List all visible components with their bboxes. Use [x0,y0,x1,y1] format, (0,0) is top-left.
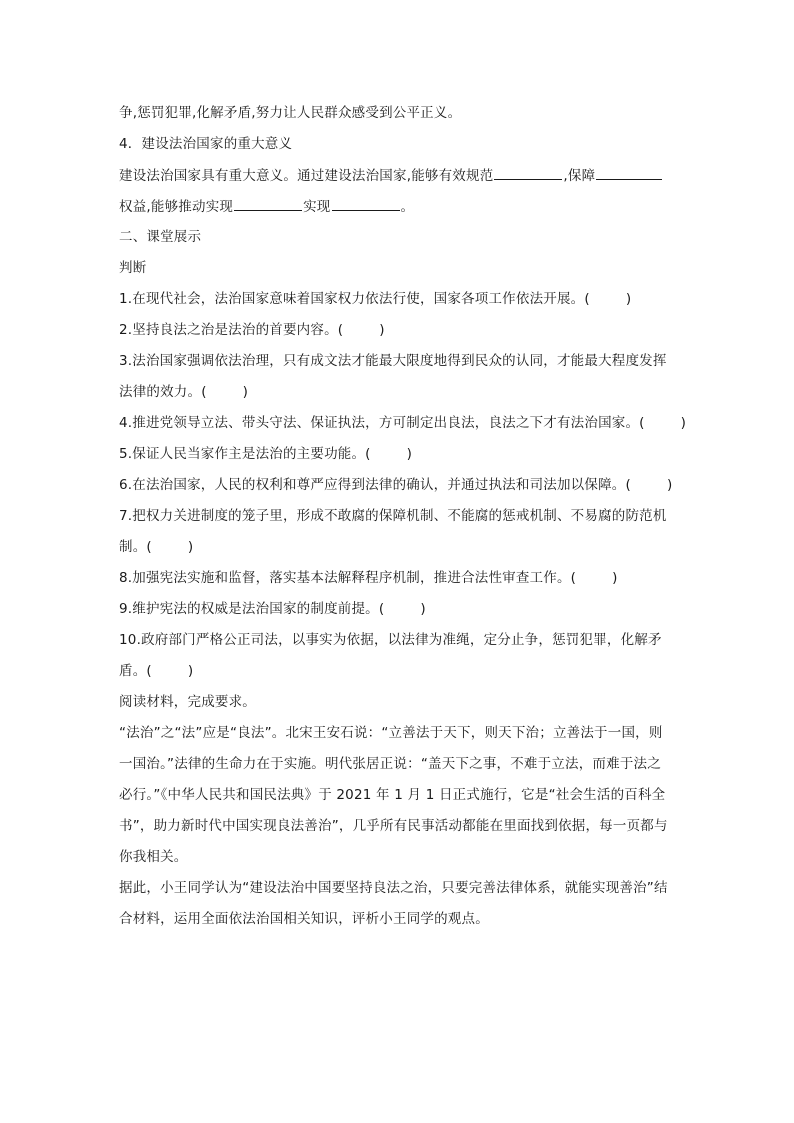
fill-blank[interactable] [332,196,400,211]
task-line [119,909,679,929]
question-item [119,289,679,309]
question-text: 制。( [119,539,152,555]
heading-text: 判断 [119,260,147,276]
paragraph-text: 。 [400,199,415,215]
fill-blank[interactable] [494,165,562,180]
subsection-heading [119,258,679,278]
paragraph-text: ,保障 [563,168,596,184]
text-line [119,103,679,123]
question-text: 10.政府部门严格公正司法，以事实为依据，以法律为准绳，定分止争，惩罚犯罪，化解矛 [119,632,662,648]
paragraph-text: 你我相关。 [119,849,188,865]
paren-close: ) [666,477,673,493]
question-item [119,630,679,650]
section-heading [119,227,679,247]
question-text: 8.加强宪法实施和监督，落实基本法解释程序机制，推进合法性审查工作。( [119,570,577,586]
paren-close: ) [379,322,385,338]
question-text: 9.维护宪法的权威是法治国家的制度前提。( [119,601,385,617]
instruction-text [119,692,679,712]
paren-close: ) [242,384,249,400]
question-text: 1.在现代社会，法治国家意味着国家权力依法行使，国家各项工作依法开展。( [119,291,590,307]
question-text: 2.坚持良法之治是法治的首要内容。( [119,322,344,338]
question-item [119,568,679,588]
material-line [119,816,679,836]
material-line [119,723,679,743]
question-item-continued [119,661,679,681]
paren-close: ) [187,539,194,555]
paragraph-text: 书”，助力新时代中国实现良法善治”，几乎所有民事活动都能在里面找到依据，每一页都与 [119,818,668,834]
question-text: 7.把权力关进制度的笼子里，形成不敢腐的保障机制、不能腐的惩戒机制、不易腐的防范机 [119,508,667,524]
question-item [119,351,679,371]
question-text: 4.推进党领导立法、带头守法、保证执法，方可制定出良法，良法之下才有法治国家。( [119,415,645,431]
paren-close: ) [612,570,618,586]
question-item [119,320,679,340]
paragraph-text: 建设法治国家具有重大意义。通过建设法治国家,能够有效规范 [119,168,494,184]
paragraph-text: 合材料，运用全面依法治国相关知识，评析小王同学的观点。 [119,911,489,927]
paragraph-text: 争,惩罚犯罪,化解矛盾,努力让人民群众感受到公平正义。 [119,105,462,121]
paren-close: ) [406,446,413,462]
question-item-continued [119,537,679,557]
paren-close: ) [187,663,194,679]
question-item [119,506,679,526]
question-text: 5.保证人民当家作主是法治的主要功能。( [119,446,371,462]
question-text: 法律的效力。( [119,384,207,400]
question-item-continued [119,382,679,402]
task-line [119,878,679,898]
question-text: 6.在法治国家，人民的权利和尊严应得到法律的确认，并通过执法和司法加以保障。( [119,477,631,493]
question-item [119,444,679,464]
fill-blank[interactable] [234,196,302,211]
question-text: 盾。( [119,663,152,679]
fill-blank[interactable] [596,165,662,180]
paragraph-text: 实现 [303,199,331,215]
section-heading [119,134,679,154]
question-item [119,599,679,619]
paren-close: ) [680,415,687,431]
heading-text: 二、课堂展示 [119,229,202,245]
paragraph-text: 必行。”《中华人民共和国民法典》于 2021 年 1 月 1 日正式施行，它是“社会生活的百科全 [119,787,666,803]
paragraph-text: “法治”之“法”应是“良法”。北宋王安石说：“立善法于天下，则天下治；立善法于一国，则 [119,725,663,741]
paragraph-text: 权益,能够推动实现 [119,199,234,215]
material-line [119,785,679,805]
paren-close: ) [625,291,632,307]
paren-close: ) [420,601,426,617]
paragraph-text: 阅读材料，完成要求。 [119,694,256,710]
question-item [119,413,687,433]
material-line [119,847,679,867]
question-text: 3.法治国家强调依法治理，只有成文法才能最大限度地得到民众的认同，才能最大程度发挥 [119,353,667,369]
material-line [119,754,679,774]
text-line [119,165,679,186]
text-line [119,196,679,217]
heading-text: 4．建设法治国家的重大意义 [119,136,293,152]
paragraph-text: 据此，小王同学认为“建设法治中国要坚持良法之治，只要完善法律体系，就能实现善治”结 [119,880,668,896]
question-item [119,475,679,495]
paragraph-text: 一国治。”法律的生命力在于实施。明代张居正说：“盖天下之事，不难于立法，而难于法之 [119,756,661,772]
